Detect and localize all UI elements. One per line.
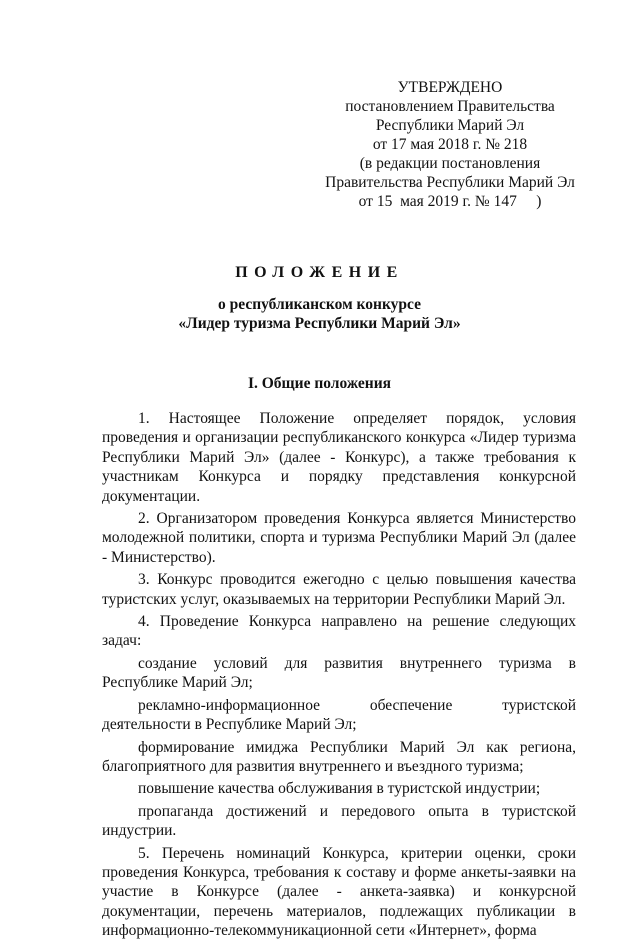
approval-line-republic: Республики Марий Эл bbox=[375, 117, 525, 134]
paragraph-task-5: пропаганда достижений и передового опыта в туристской индустрии. bbox=[102, 802, 576, 840]
paragraph-task-3: формирование имиджа Республики Марий Эл как региона, благоприятного для развития внутреннего и въездного туризма; bbox=[102, 738, 576, 775]
approval-line-approved: УТВЕРЖДЕНО bbox=[397, 79, 503, 96]
approval-line-government: Правительства Республики Марий Эл bbox=[325, 174, 575, 191]
document-subtitle-line-1: о республиканском конкурсе bbox=[218, 296, 421, 313]
document-title-block bbox=[0, 263, 639, 333]
paragraph-1: 1. Настоящее Положение определяет порядок, условия проведения и организации республиканского конкурса «Лидер туризма Республики Марий Эл» (далее - Конкурс), а также требования к участникам Конкурса и порядку представления конкурсной документации. bbox=[102, 410, 576, 505]
paragraph-task-1: создание условий для развития внутреннего туризма в Республике Марий Эл; bbox=[102, 654, 576, 692]
section-heading: I. Общие положения bbox=[247, 375, 392, 392]
paragraph-task-2: рекламно-информационное обеспечение туристской деятельности в Республике Марий Эл; bbox=[102, 696, 576, 734]
paragraph-2: 2. Организатором проведения Конкурса является Министерство молодежной политики, спорта и туризма Республики Марий Эл (далее - Министерство). bbox=[102, 510, 576, 566]
approval-line-edition: (в редакции постановления bbox=[359, 155, 541, 172]
paragraph-4: 4. Проведение Конкурса направлено на решение следующих задач: bbox=[102, 613, 576, 650]
approval-line-resolution: постановлением Правительства bbox=[345, 98, 555, 115]
document-subtitle-line-2: «Лидер туризма Республики Марий Эл» bbox=[178, 315, 461, 332]
section-body bbox=[102, 409, 576, 944]
document-title: ПОЛОЖЕНИЕ bbox=[235, 264, 404, 281]
approval-line-date: от 17 мая 2018 г. № 218 bbox=[372, 136, 528, 153]
approval-line-amendment-date: от 15 мая 2019 г. № 147 ) bbox=[358, 193, 542, 210]
paragraph-5: 5. Перечень номинаций Конкурса, критерии оценки, сроки проведения Конкурса, требования к составу и форме анкеты-заявки на участие в Конкурсе (далее - анкета-заявка) и конкурсной документации, перечень материалов, подлежащих публикации в информационно-телекоммуникационной сети «Интернет», форма bbox=[102, 844, 576, 940]
paragraph-3: 3. Конкурс проводится ежегодно с целью повышения качества туристских услуг, оказываемых на территории Республики Марий Эл. bbox=[102, 571, 576, 608]
paragraph-task-4: повышение качества обслуживания в туристской индустрии; bbox=[138, 780, 541, 798]
approval-stamp bbox=[300, 78, 600, 211]
